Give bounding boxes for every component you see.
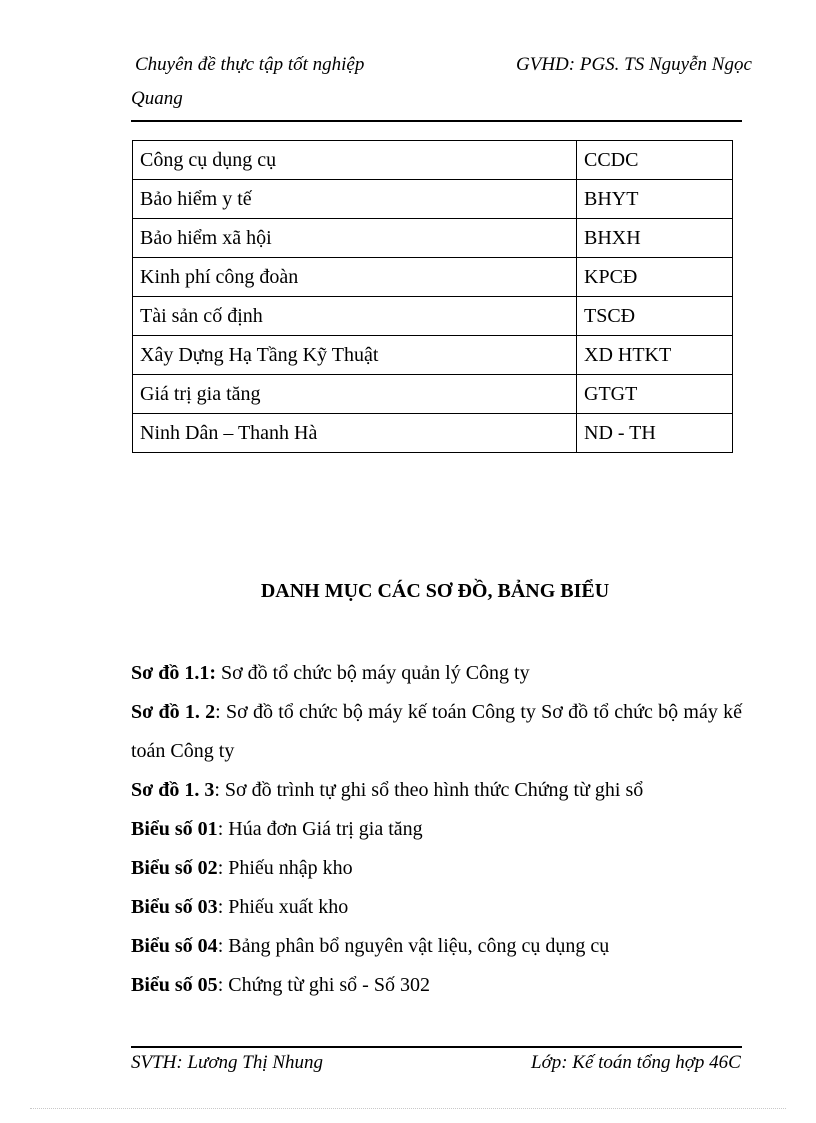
entry-label: Sơ đồ 1.1:	[131, 662, 216, 684]
page-bottom-border	[30, 1108, 786, 1109]
entry-label: Sơ đồ 1. 3	[131, 779, 215, 801]
abbr-cell: CCDC	[577, 141, 733, 180]
table-row	[133, 258, 733, 297]
entry-text: : Chứng từ ghi sổ - Số 302	[217, 974, 430, 996]
table-row	[133, 297, 733, 336]
abbr-cell: GTGT	[577, 375, 733, 414]
abbr-cell: BHYT	[577, 180, 733, 219]
abbr-cell: KPCĐ	[577, 258, 733, 297]
header-document-title: Chuyên đề thực tập tốt nghiệp	[135, 54, 365, 75]
list-heading: DANH MỤC CÁC SƠ ĐỒ, BẢNG BIỂU	[260, 580, 610, 602]
list-item	[131, 693, 742, 771]
footer-class: Lớp: Kế toán tổng hợp 46C	[531, 1052, 741, 1073]
abbr-cell: TSCĐ	[577, 297, 733, 336]
footer-divider	[131, 1046, 742, 1048]
list-item	[131, 966, 742, 1005]
table-row	[133, 375, 733, 414]
list-item	[131, 927, 742, 966]
table-row	[133, 414, 733, 453]
entry-label: Biểu số 02	[131, 857, 218, 879]
abbreviation-table	[132, 140, 733, 453]
entry-text: Sơ đồ tổ chức bộ máy quản lý Công ty	[215, 662, 530, 684]
entry-text: : Sơ đồ trình tự ghi sổ theo hình thức Chứng từ ghi sổ	[214, 779, 644, 801]
abbr-cell: XD HTKT	[577, 336, 733, 375]
entry-text: : Phiếu xuất kho	[217, 896, 349, 918]
entry-text: : Bảng phân bổ nguyên vật liệu, công cụ dụng cụ	[217, 935, 610, 957]
term-cell: Xây Dựng Hạ Tầng Kỹ Thuật	[133, 336, 577, 375]
entry-label: Sơ đồ 1. 2	[131, 701, 216, 723]
term-cell: Bảo hiểm y tế	[133, 180, 577, 219]
entry-text: : Phiếu nhập kho	[217, 857, 353, 879]
table-row	[133, 141, 733, 180]
term-cell: Ninh Dân – Thanh Hà	[133, 414, 577, 453]
list-item	[131, 888, 742, 927]
header-divider	[131, 120, 742, 122]
term-cell: Bảo hiểm xã hội	[133, 219, 577, 258]
entry-label: Biểu số 05	[131, 974, 218, 996]
table-row	[133, 336, 733, 375]
table-row	[133, 219, 733, 258]
header-advisor: GVHD: PGS. TS Nguyễn Ngọc	[516, 54, 752, 75]
list-item	[131, 654, 742, 693]
term-cell: Kinh phí công đoàn	[133, 258, 577, 297]
list-item	[131, 849, 742, 888]
term-cell: Tài sản cố định	[133, 297, 577, 336]
entry-label: Biểu số 01	[131, 818, 218, 840]
abbr-cell: ND - TH	[577, 414, 733, 453]
header-advisor-continued: Quang	[131, 88, 183, 109]
term-cell: Giá trị gia tăng	[133, 375, 577, 414]
figure-list	[131, 654, 742, 1005]
entry-text: : Sơ đồ tổ chức bộ máy kế toán Công ty Sơ đồ tổ chức bộ máy kế toán Công ty	[131, 701, 742, 762]
list-item	[131, 771, 742, 810]
table-row	[133, 180, 733, 219]
term-cell: Công cụ dụng cụ	[133, 141, 577, 180]
entry-text: : Húa đơn Giá trị gia tăng	[217, 818, 423, 840]
entry-label: Biểu số 04	[131, 935, 218, 957]
abbr-cell: BHXH	[577, 219, 733, 258]
entry-label: Biểu số 03	[131, 896, 218, 918]
footer-student: SVTH: Lương Thị Nhung	[131, 1052, 324, 1073]
list-item	[131, 810, 742, 849]
